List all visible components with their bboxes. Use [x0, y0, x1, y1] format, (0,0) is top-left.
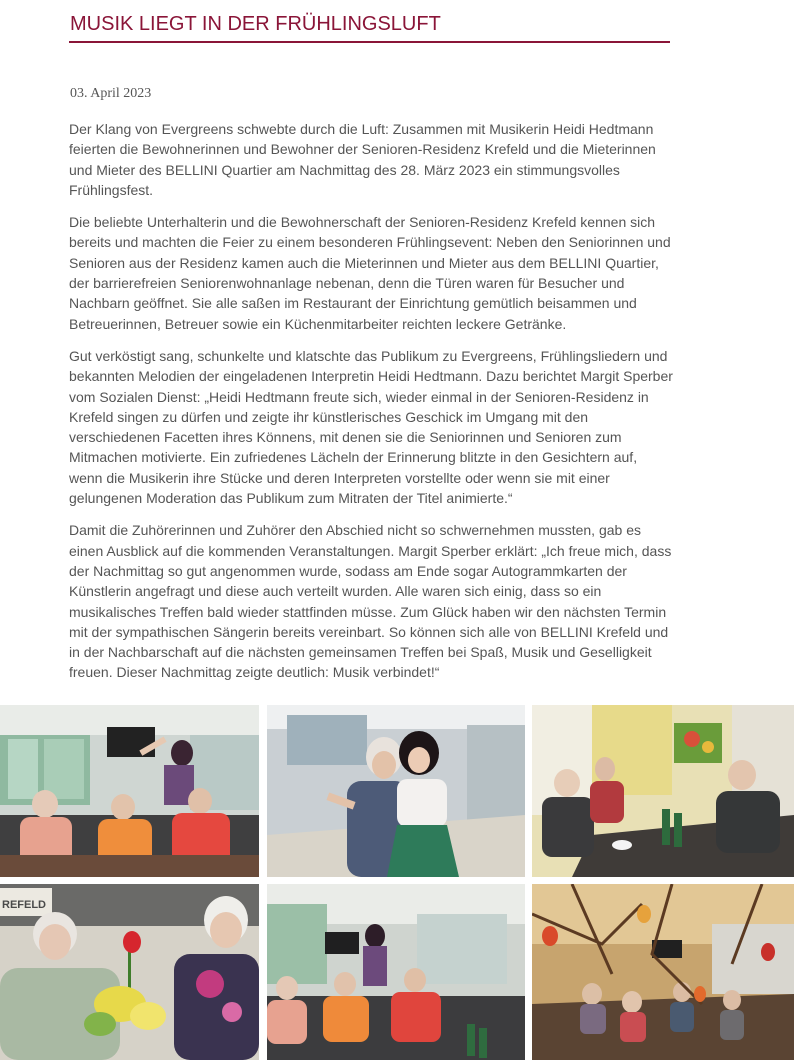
title-divider [69, 41, 670, 43]
article-paragraph: Gut verköstigt sang, schunkelte und klatschte das Publikum zu Evergreens, Frühlingsliedern und bekannten Melodien der eingeladenen Interpretin Heidi Hedtmann. Dazu berichtet Margit Sperber vom Sozialen Dienst: „Heidi Hedtmann freute sich, wieder einmal in der Senioren-Residenz in Krefeld singen zu dürfen und zeigte ihr künstlerisches Geschick im Umgang mit den verschiedenen Facetten ihres Könnens, mit denen sie die Seniorinnen und Senioren zum Mitmachen motivierte. Ein zufriedenes Lächeln der Erinnerung blitzte in den Gesichtern auf, wenn die Musikerin ihre Stücke und deren Interpreten vorstellte oder wenn sie mit einer gelungenen Moderation das Publikum zum Mitraten der Titel animierte.“ [69, 347, 673, 507]
article-body [69, 119, 673, 695]
gallery-photo-1[interactable] [0, 705, 259, 877]
gallery-photo-6[interactable] [532, 884, 794, 1060]
wall-sign-text: REFELD [2, 899, 46, 911]
article-date: 03. April 2023 [70, 86, 152, 101]
article-paragraph: Der Klang von Evergreens schwebte durch die Luft: Zusammen mit Musikerin Heidi Hedtmann feierten die Bewohnerinnen und Bewohner der Senioren-Residenz Krefeld und die Mieterinnen und Mieter des BELLINI Quartier am Nachmittag des 28. März 2023 ein stimmungsvolles Frühlingsfest. [69, 121, 656, 198]
gallery-photo-4[interactable] [0, 884, 259, 1060]
gallery-photo-2[interactable] [267, 705, 525, 877]
article-paragraph: Damit die Zuhörerinnen und Zuhörer den Abschied nicht so schwernehmen mussten, gab es einen Ausblick auf die kommenden Veranstaltungen. Margit Sperber erklärt: „Ich freue mich, dass der Nachmittag so gut angenommen wurde, sodass am Ende sogar Autogrammkarten der Künstlerin angefragt und diese auch verteilt wurden. Alle waren sich einig, dass so ein musikalisches Treffen bald wieder stattfinden müsse. Zum Glück haben wir den nächsten Termin mit der sympathischen Sängerin bereits vereinbart. So können sich alle von BELLINI Krefeld und in der Nachbarschaft auf die nächsten gemeinsamen Treffen bei Spaß, Musik und Geselligkeit freuen. Dieser Nachmittag zeigte deutlich: Musik verbindet!“ [69, 522, 672, 681]
gallery-photo-5[interactable] [267, 884, 525, 1060]
gallery-photo-3[interactable] [532, 705, 794, 877]
article-paragraph: Die beliebte Unterhalterin und die Bewohnerschaft der Senioren-Residenz Krefeld kennen sich bereits und machten die Feier zu einem besonderen Frühlingsevent: Neben den Seniorinnen und Senioren aus der Residenz kamen auch die Mieterinnen und Mieter aus dem BELLINI Quartier, der barrierefreien Seniorenwohnanlage nebenan, denn die Türen waren für Besucher und Nachbarn geöffnet. Sie alle saßen im Restaurant der Einrichtung gemütlich beisammen und Betreuerinnen, Betreuer sowie ein Küchenmitarbeiter reichten leckere Getränke. [69, 214, 671, 332]
article-title: MUSIK LIEGT IN DER FRÜHLINGSLUFT [70, 13, 441, 35]
